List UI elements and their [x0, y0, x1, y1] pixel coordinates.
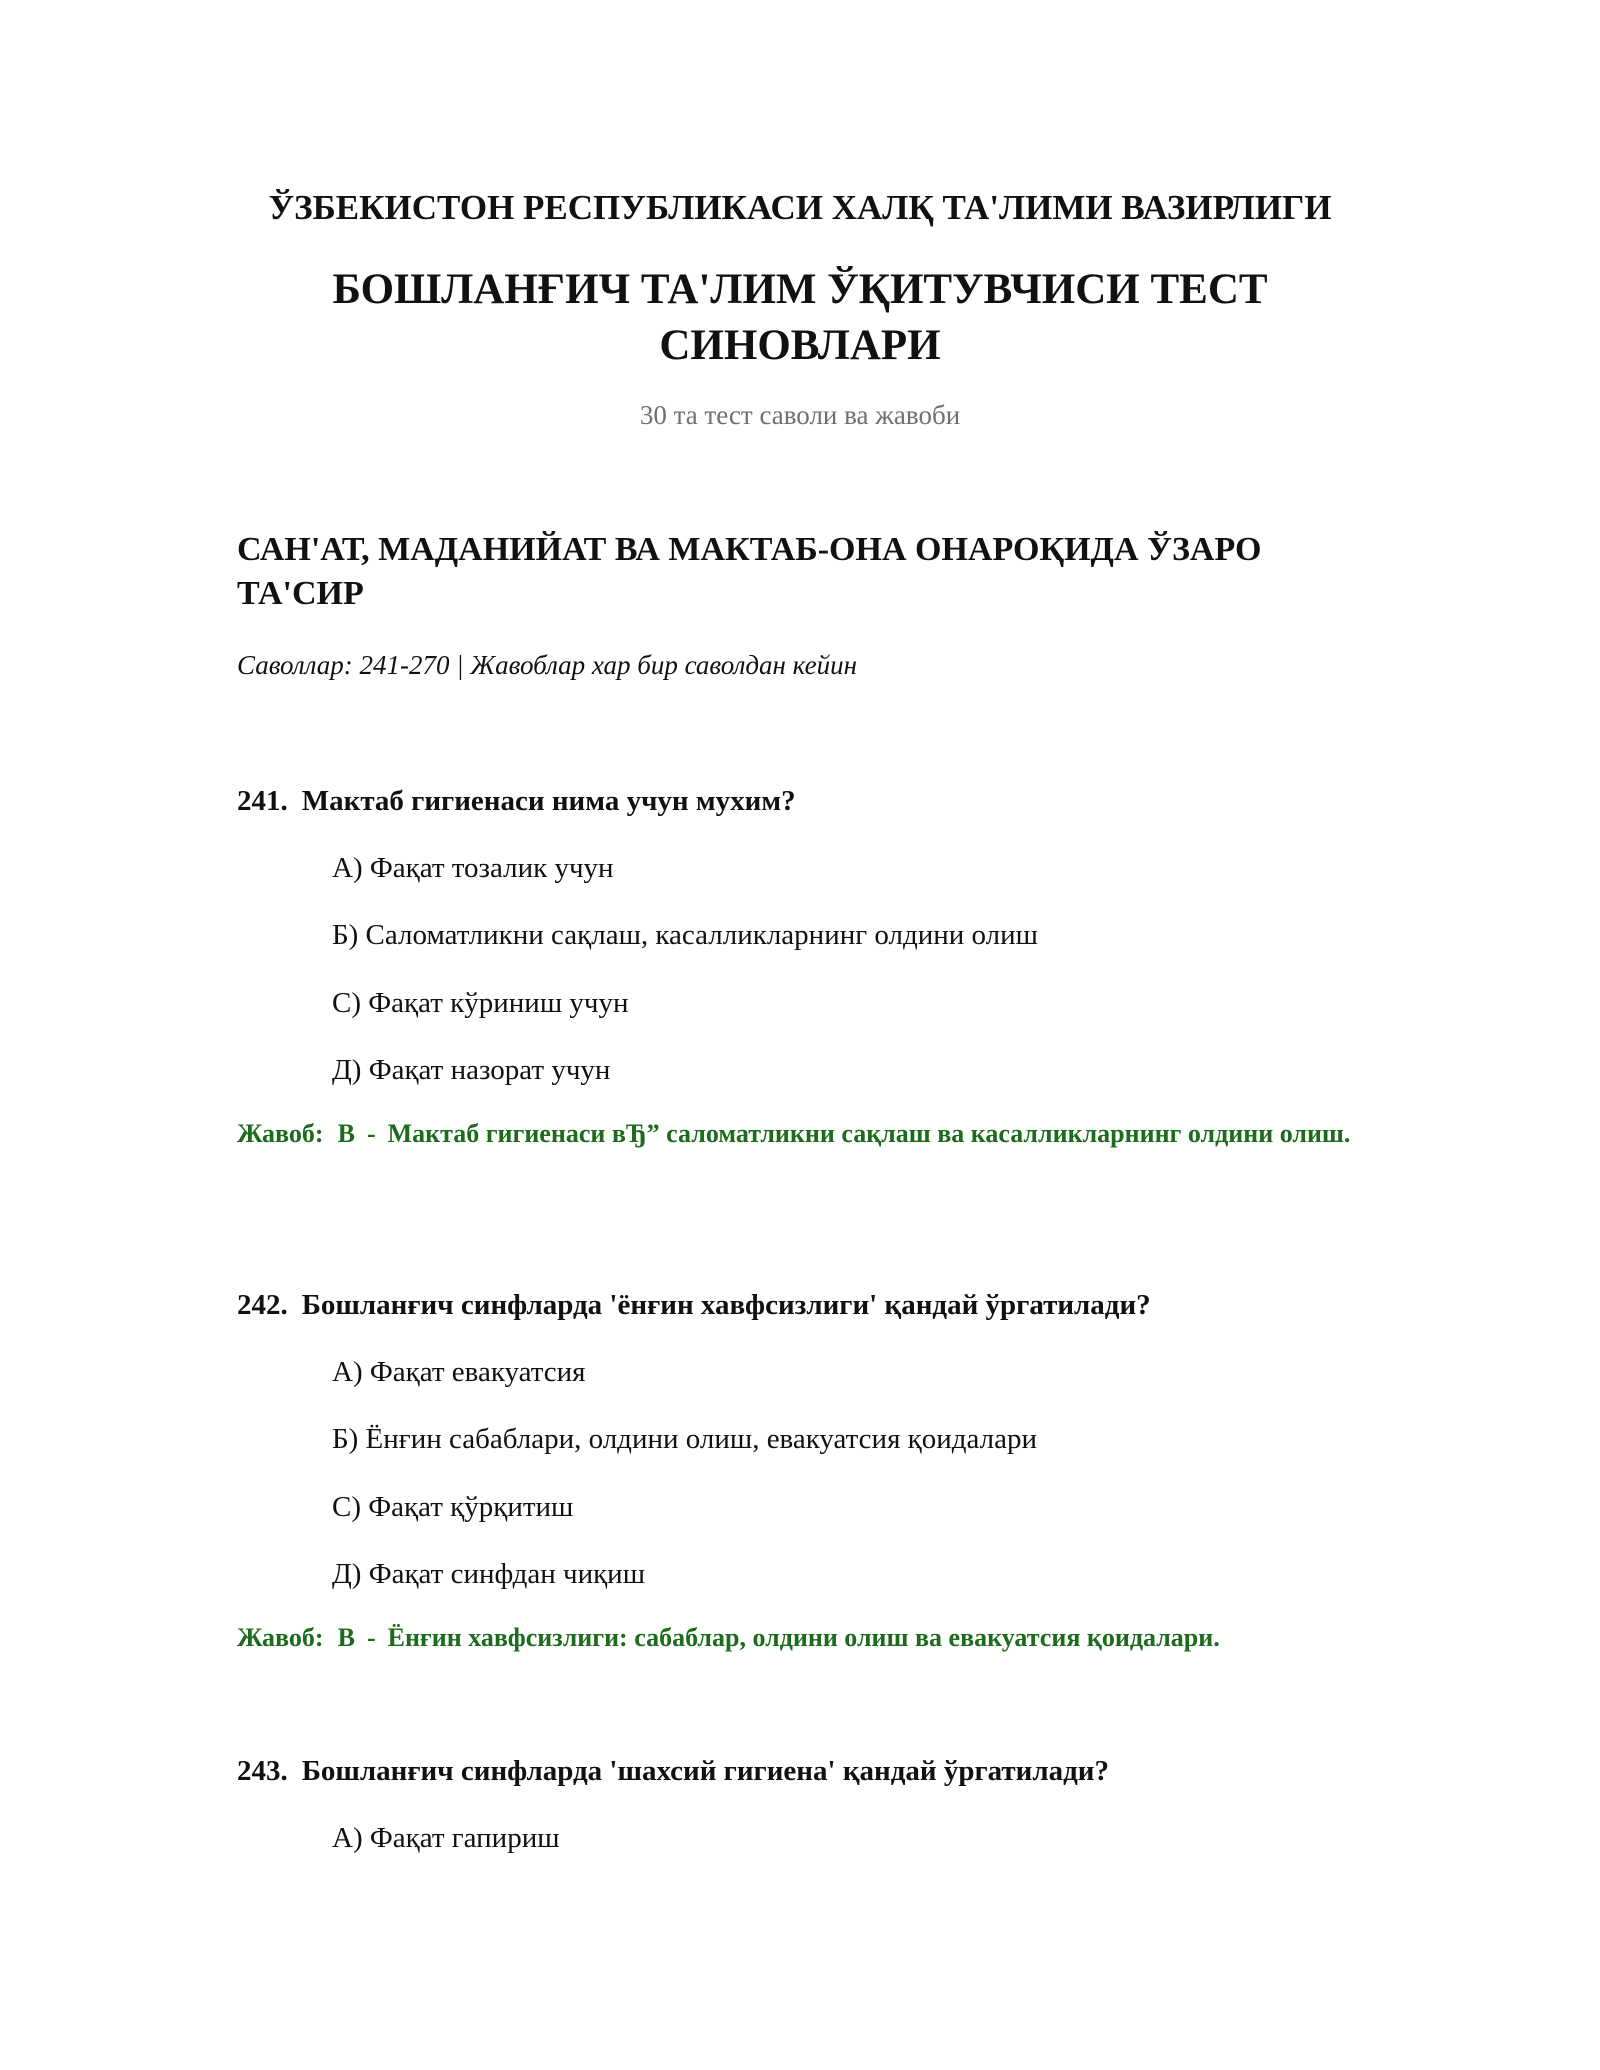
answer-letter: В — [337, 1623, 355, 1652]
section-meta: Саволлар: 241-270 | Жавоблар хар бир саволдан кейин — [237, 650, 858, 680]
question-text: Бошланғич синфларда 'шахсий гигиена' қандай ўргатилади? — [301, 1755, 1110, 1787]
answer-dash: - — [366, 1623, 376, 1652]
answer-text: Мактаб гигиенаси вЂ” саломатликни сақлаш ва касалликларнинг олдини олиш. — [387, 1119, 1351, 1148]
question-243 — [237, 1753, 1109, 1789]
option-d: Д) Фақат назорат учун — [332, 1054, 611, 1086]
question-number: 241. — [237, 785, 288, 817]
question-text: Мактаб гигиенаси нима учун мухим? — [301, 785, 796, 817]
question-text: Бошланғич синфларда 'ёнғин хавфсизлиги' қандай ўргатилади? — [301, 1289, 1151, 1321]
option-b: Б) Ёнғин сабаблари, олдини олиш, евакуатсия қоидалари — [332, 1423, 1038, 1455]
answer-dash: - — [366, 1119, 376, 1148]
option-a: А) Фақат евакуатсия — [332, 1356, 586, 1388]
option-a: А) Фақат тозалик учун — [332, 852, 614, 884]
option-c: С) Фақат кўриниш учун — [332, 987, 629, 1019]
answer-242 — [237, 1619, 1367, 1657]
answer-text: Ёнғин хавфсизлиги: сабаблар, олдини олиш ва евакуатсия қоидалари. — [387, 1623, 1220, 1652]
answer-241 — [237, 1115, 1367, 1153]
ministry-heading: ЎЗБЕКИСТОН РЕСПУБЛИКАСИ ХАЛҚ ТА'ЛИМИ ВАЗИРЛИГИ — [268, 188, 1332, 227]
option-b: Б) Саломатликни сақлаш, касалликларнинг олдини олиш — [332, 919, 1038, 951]
document-subtitle: 30 та тест саволи ва жавоби — [639, 400, 961, 430]
section-title: САН'АТ, МАДАНИЙАТ ВА МАКТАБ-ОНА ОНАРОҚИДА ЎЗАРО ТА'СИР — [237, 531, 1262, 612]
option-d: Д) Фақат синфдан чиқиш — [332, 1558, 646, 1590]
answer-label: Жавоб: — [237, 1623, 324, 1652]
question-number: 243. — [237, 1755, 288, 1787]
document-title: БОШЛАНҒИЧ ТА'ЛИМ ЎҚИТУВЧИСИ ТЕСТ СИНОВЛАРИ — [332, 266, 1268, 369]
option-c: С) Фақат қўрқитиш — [332, 1491, 574, 1523]
answer-letter: В — [337, 1119, 355, 1148]
question-number: 242. — [237, 1289, 288, 1321]
question-242 — [237, 1287, 1151, 1323]
answer-label: Жавоб: — [237, 1119, 324, 1148]
question-241 — [237, 783, 796, 819]
option-a: А) Фақат гапириш — [332, 1822, 560, 1854]
